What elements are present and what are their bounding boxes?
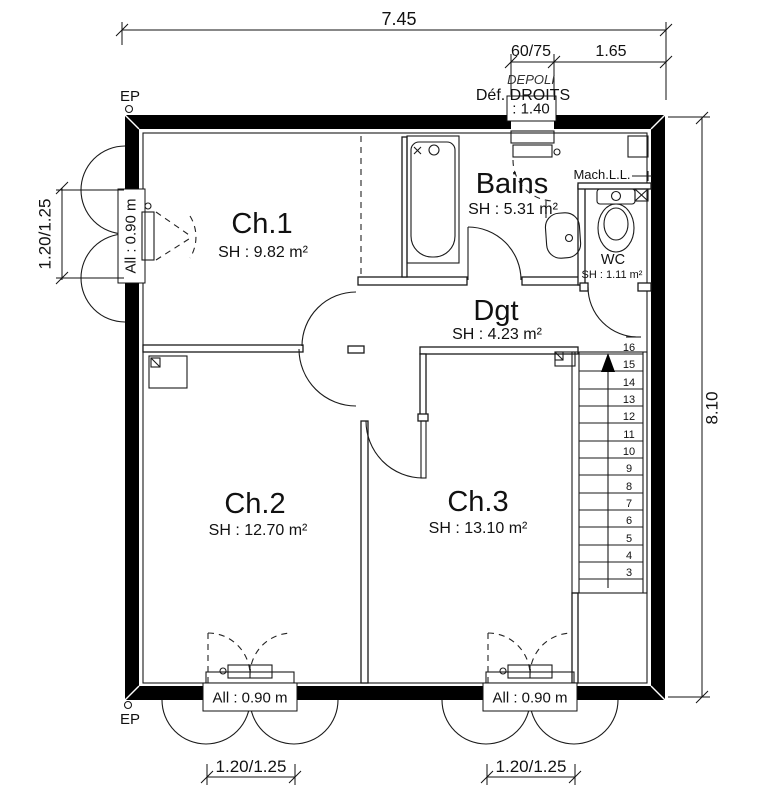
stair-direction-arrow [601,353,615,588]
step-number: 6 [625,515,633,527]
step-number: 16 [622,342,636,354]
duct-box [628,136,648,157]
depoli-label: DEPOLI [507,72,555,87]
dimension-bottom-left-window [201,757,301,785]
room-ch2-name: Ch.2 [224,488,286,520]
window-height-label: : 1.40 [512,100,550,118]
ep-bottom-label: EP [119,711,141,728]
step-number: 10 [622,446,636,458]
step-number: 11 [623,429,635,441]
dimension-left-window [36,182,125,284]
room-bains-name: Bains [475,168,549,200]
step-number: 4 [625,550,633,562]
door-bains [468,227,521,280]
door-ch1 [302,292,356,346]
dim-total-width: 7.45 [381,9,417,29]
step-number: 8 [625,481,633,493]
room-ch3-name: Ch.3 [447,486,509,518]
room-wc-name: WC [600,252,626,268]
dim-window-size: 60/75 [510,43,552,60]
def-droits-label: Déf. DROITS [475,87,571,104]
step-number: 3 [625,567,633,579]
sill-label-left: All : 0.90 m [122,198,140,274]
stairs [572,342,647,593]
toilet [597,189,635,252]
step-number: 13 [622,394,636,406]
step-number: 15 [622,359,636,371]
bathtub [407,136,459,263]
dim-total-height: 8.10 [702,391,722,425]
ep-marker-bottom [120,702,140,729]
ep-marker-top [120,88,140,113]
sink [545,212,582,259]
sill-label-bottom-left: All : 0.90 m [212,689,288,707]
radiator-ch2 [149,356,187,388]
room-ch3-area: SH : 13.10 m² [428,520,528,537]
door-wc [588,287,641,337]
room-ch1-name: Ch.1 [231,208,293,240]
sill-label-bottom-right: All : 0.90 m [492,689,568,707]
room-ch2-area: SH : 12.70 m² [208,522,308,539]
door-ch2 [299,349,356,406]
dim-left-window: 1.20/1.25 [35,198,55,270]
room-ch1-area: SH : 9.82 m² [218,244,308,261]
room-wc-area: SH : 1.11 m² [581,269,643,281]
dimension-top-width [116,9,672,100]
step-number: 5 [625,533,633,545]
step-number: 9 [625,463,633,475]
dimension-bottom-right-window [481,757,581,785]
dimension-right-height [668,112,722,703]
dim-bottom-right-window: 1.20/1.25 [495,757,567,776]
mach-ll-label: Mach.L.L. [573,167,631,182]
step-number: 12 [622,411,636,423]
room-bains-area: SH : 5.31 m² [468,201,558,218]
stair-step-numbers [623,342,635,579]
step-number: 14 [622,377,636,389]
dim-bottom-left-window: 1.20/1.25 [215,757,287,776]
room-dgt-area: SH : 4.23 m² [452,326,542,343]
step-number: 7 [625,498,633,510]
partition-walls [143,137,651,683]
dim-right-offset: 1.65 [595,43,627,60]
room-dgt-name: Dgt [473,295,519,327]
ep-top-label: EP [119,88,141,105]
door-ch3 [366,421,426,478]
